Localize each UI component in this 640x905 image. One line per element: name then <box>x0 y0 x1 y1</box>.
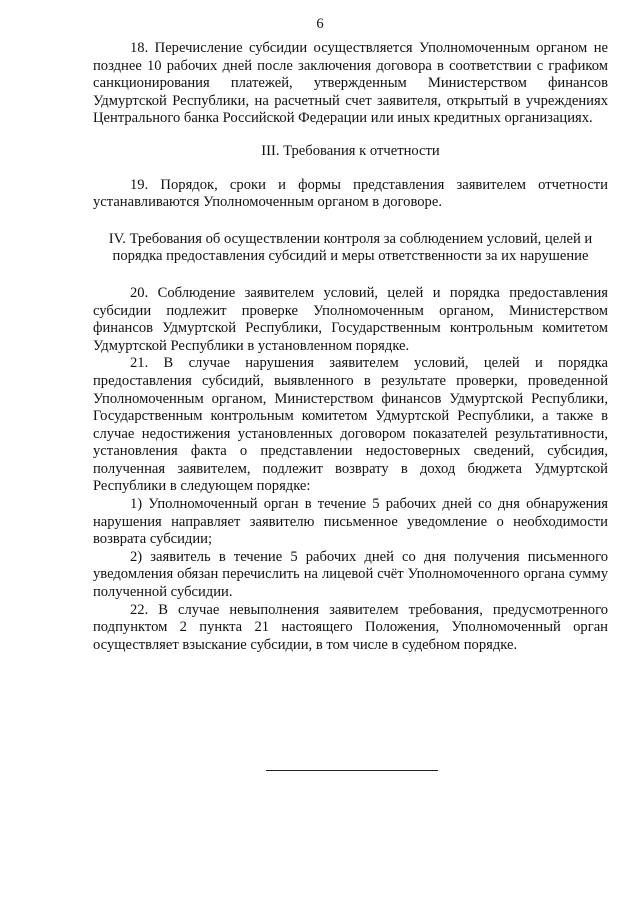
paragraph-21: 21. В случае нарушения заявителем условий, целей и порядка предоставления субсидий, выявленного в результате проверки, проведенной Уполномоченным органом, Министерством финансов Удмуртской Республики, Государственным контрольным комитетом Удмуртской Республики, а также в случае недостижения установленных договором показателей результативности, установления факта о представлении недостоверных сведений, субсидия, полученная заявителем, подлежит возврату в доход бюджета Удмуртской Республики в следующем порядке: <box>93 355 608 495</box>
paragraph-18: 18. Перечисление субсидии осуществляется Уполномоченным органом не позднее 10 рабочих дней после заключения договора в соответствии с графиком санкционирования платежей, утвержденным Министерством финансов Удмуртской Республики, на расчетный счет заявителя, открытый в учреждениях Центрального банка Российской Федерации или иных кредитных организациях. <box>93 40 608 127</box>
paragraph-22: 22. В случае невыполнения заявителем требования, предусмотренного подпунктом 2 пункта 21 настоящего Положения, Уполномоченный орган осуществляет взыскание субсидии, в том числе в судебном порядке. <box>93 601 608 653</box>
document-body <box>93 40 608 654</box>
section-4-heading: IV. Требования об осуществлении контроля за соблюдением условий, целей и порядка предоставления субсидий и меры ответственности за их нарушение <box>108 230 593 265</box>
paragraph-20: 20. Соблюдение заявителем условий, целей и порядка предоставления субсидии подлежит проверке Уполномоченным органом, Министерством финансов Удмуртской Республики, Государственным контрольным комитетом Удмуртской Республики в установленном порядке. <box>93 284 608 354</box>
page-number: 6 <box>316 16 324 32</box>
paragraph-21-item-2: 2) заявитель в течение 5 рабочих дней со дня получения письменного уведомления обязан перечислить на лицевой счёт Уполномоченного органа сумму полученной субсидии. <box>93 548 608 601</box>
paragraph-19: 19. Порядок, сроки и формы представления заявителем отчетности устанавливаются Уполномоченным органом в договоре. <box>93 176 608 211</box>
section-3-heading: III. Требования к отчетности <box>261 142 440 159</box>
end-of-text-line <box>266 770 438 771</box>
paragraph-21-item-1: 1) Уполномоченный орган в течение 5 рабочих дней со дня обнаружения нарушения направляет заявителю письменное уведомление о необходимости возврата субсидии; <box>93 496 608 548</box>
